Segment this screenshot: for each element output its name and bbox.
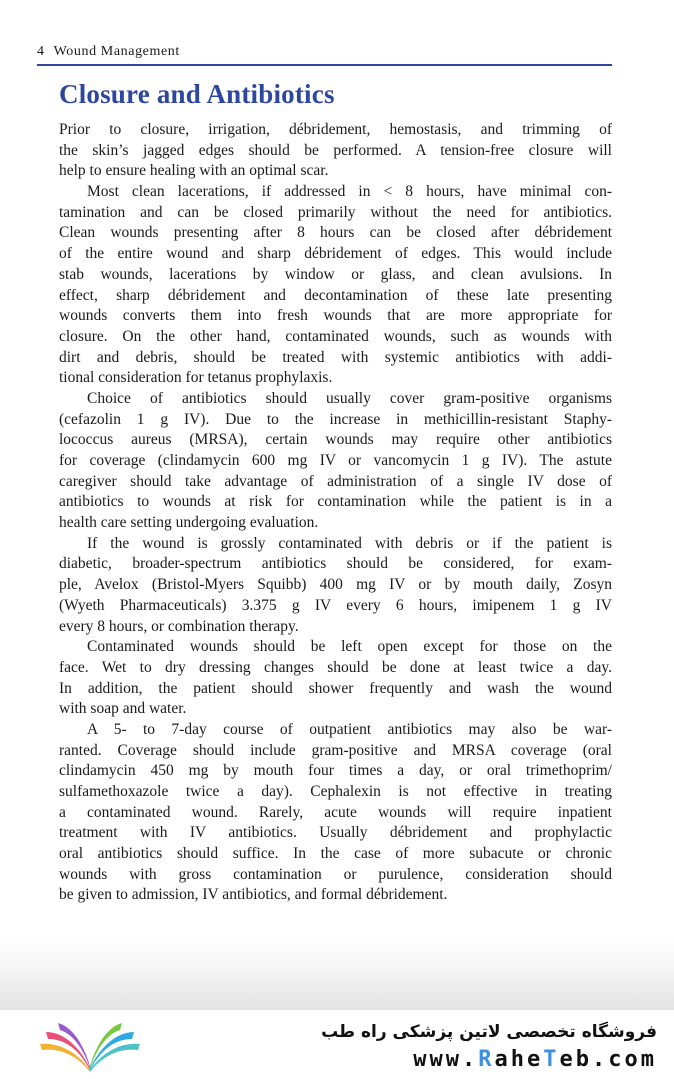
body-line: dirt and debris, should be treated with systemic antibiotics with addi- bbox=[59, 348, 612, 366]
body-line: Most clean lacerations, if addressed in < 8 hours, have minimal con- bbox=[87, 183, 612, 201]
body-line: for coverage (clindamycin 600 mg IV or vancomycin 1 g IV). The astute bbox=[59, 452, 612, 469]
body-line: (Wyeth Pharmaceuticals) 3.375 g IV every 6 hours, imipenem 1 g IV bbox=[59, 596, 612, 614]
body-line: help to ensure healing with an optimal scar. bbox=[59, 162, 329, 180]
body-line: the skin’s jagged edges should be performed. A tension-free closure will bbox=[59, 141, 612, 159]
section-title: Closure and Antibiotics bbox=[59, 79, 335, 109]
body-text bbox=[59, 120, 612, 906]
page-bottom-shadow bbox=[0, 940, 674, 1010]
url-prefix: www. bbox=[413, 1047, 479, 1072]
body-line: oral antibiotics should suffice. In the case of more subacute or chronic bbox=[59, 845, 612, 863]
body-line: wounds converts them into fresh wounds that are more appropriate for bbox=[59, 307, 612, 325]
body-line: diabetic, broader-spectrum antibiotics should be considered, for exam- bbox=[59, 555, 612, 573]
footer-banner bbox=[0, 1010, 674, 1079]
body-line: stab wounds, lacerations by window or glass, and clean avulsions. In bbox=[59, 265, 612, 283]
body-line: with soap and water. bbox=[59, 700, 187, 718]
body-line: A 5- to 7-day course of outpatient antibiotics may also be war- bbox=[87, 720, 612, 738]
running-head-title: Wound Management bbox=[53, 44, 180, 59]
body-line: every 8 hours, or combination therapy. bbox=[59, 617, 299, 635]
body-line: treatment with IV antibiotics. Usually débridement and prophylactic bbox=[59, 824, 612, 842]
url-suffix: eb.com bbox=[559, 1047, 657, 1072]
url-letter-t: T bbox=[543, 1047, 560, 1072]
body-line: of the entire wound and sharp débridement of edges. This would include bbox=[59, 245, 612, 263]
body-line: health care setting undergoing evaluation. bbox=[59, 514, 319, 532]
body-line: ple, Avelox (Bristol-Myers Squibb) 400 mg IV or by mouth daily, Zosyn bbox=[59, 576, 612, 594]
body-line: sulfamethoxazole twice a day). Cephalexin is not effective in treating bbox=[59, 783, 612, 800]
body-line: ranted. Coverage should include gram-positive and MRSA coverage (oral bbox=[59, 741, 612, 759]
body-line: In addition, the patient should shower frequently and wash the wound bbox=[59, 679, 612, 697]
body-line: be given to admission, IV antibiotics, and formal débridement. bbox=[59, 886, 448, 904]
body-line: lococcus aureus (MRSA), certain wounds may require other antibiotics bbox=[59, 431, 612, 449]
body-line: (cefazolin 1 g IV). Due to the increase in methicillin-resistant Staphy- bbox=[59, 410, 612, 428]
body-line: antibiotics to wounds at risk for contamination while the patient is in a bbox=[59, 493, 612, 511]
body-line: tamination and can be closed primarily without the need for antibiotics. bbox=[59, 203, 612, 221]
body-line: If the wound is grossly contaminated with debris or if the patient is bbox=[87, 534, 612, 552]
body-line: Clean wounds presenting after 8 hours can be closed after débridement bbox=[59, 224, 612, 242]
page-number: 4 bbox=[37, 44, 45, 59]
body-line: Prior to closure, irrigation, débridement, hemostasis, and trimming of bbox=[59, 121, 612, 138]
body-line: face. Wet to dry dressing changes should be done at least twice a day. bbox=[59, 658, 612, 676]
body-line: wounds with gross contamination or purulence, consideration should bbox=[59, 865, 612, 883]
book-logo-icon bbox=[36, 1020, 144, 1076]
shop-name: فروشگاه تخصصی لاتین پزشکی راه طب bbox=[321, 1022, 657, 1042]
site-url[interactable] bbox=[413, 1047, 657, 1072]
body-line: closure. On the other hand, contaminated wounds, such as wounds with bbox=[59, 327, 612, 345]
body-line: a contaminated wound. Rarely, acute wounds will require inpatient bbox=[59, 803, 612, 821]
body-line: caregiver should take advantage of administration of a single IV dose of bbox=[59, 472, 612, 490]
url-middle: ahe bbox=[494, 1047, 544, 1072]
url-letter-r: R bbox=[478, 1047, 495, 1072]
running-head bbox=[37, 42, 612, 66]
body-line: tional consideration for tetanus prophylaxis. bbox=[59, 369, 333, 387]
body-line: effect, sharp débridement and decontamination of these late presenting bbox=[59, 286, 612, 304]
body-line: Choice of antibiotics should usually cover gram-positive organisms bbox=[87, 389, 612, 407]
body-line: Contaminated wounds should be left open except for those on the bbox=[87, 638, 612, 656]
body-line: clindamycin 450 mg by mouth four times a day, or oral trimethoprim/ bbox=[59, 762, 612, 780]
